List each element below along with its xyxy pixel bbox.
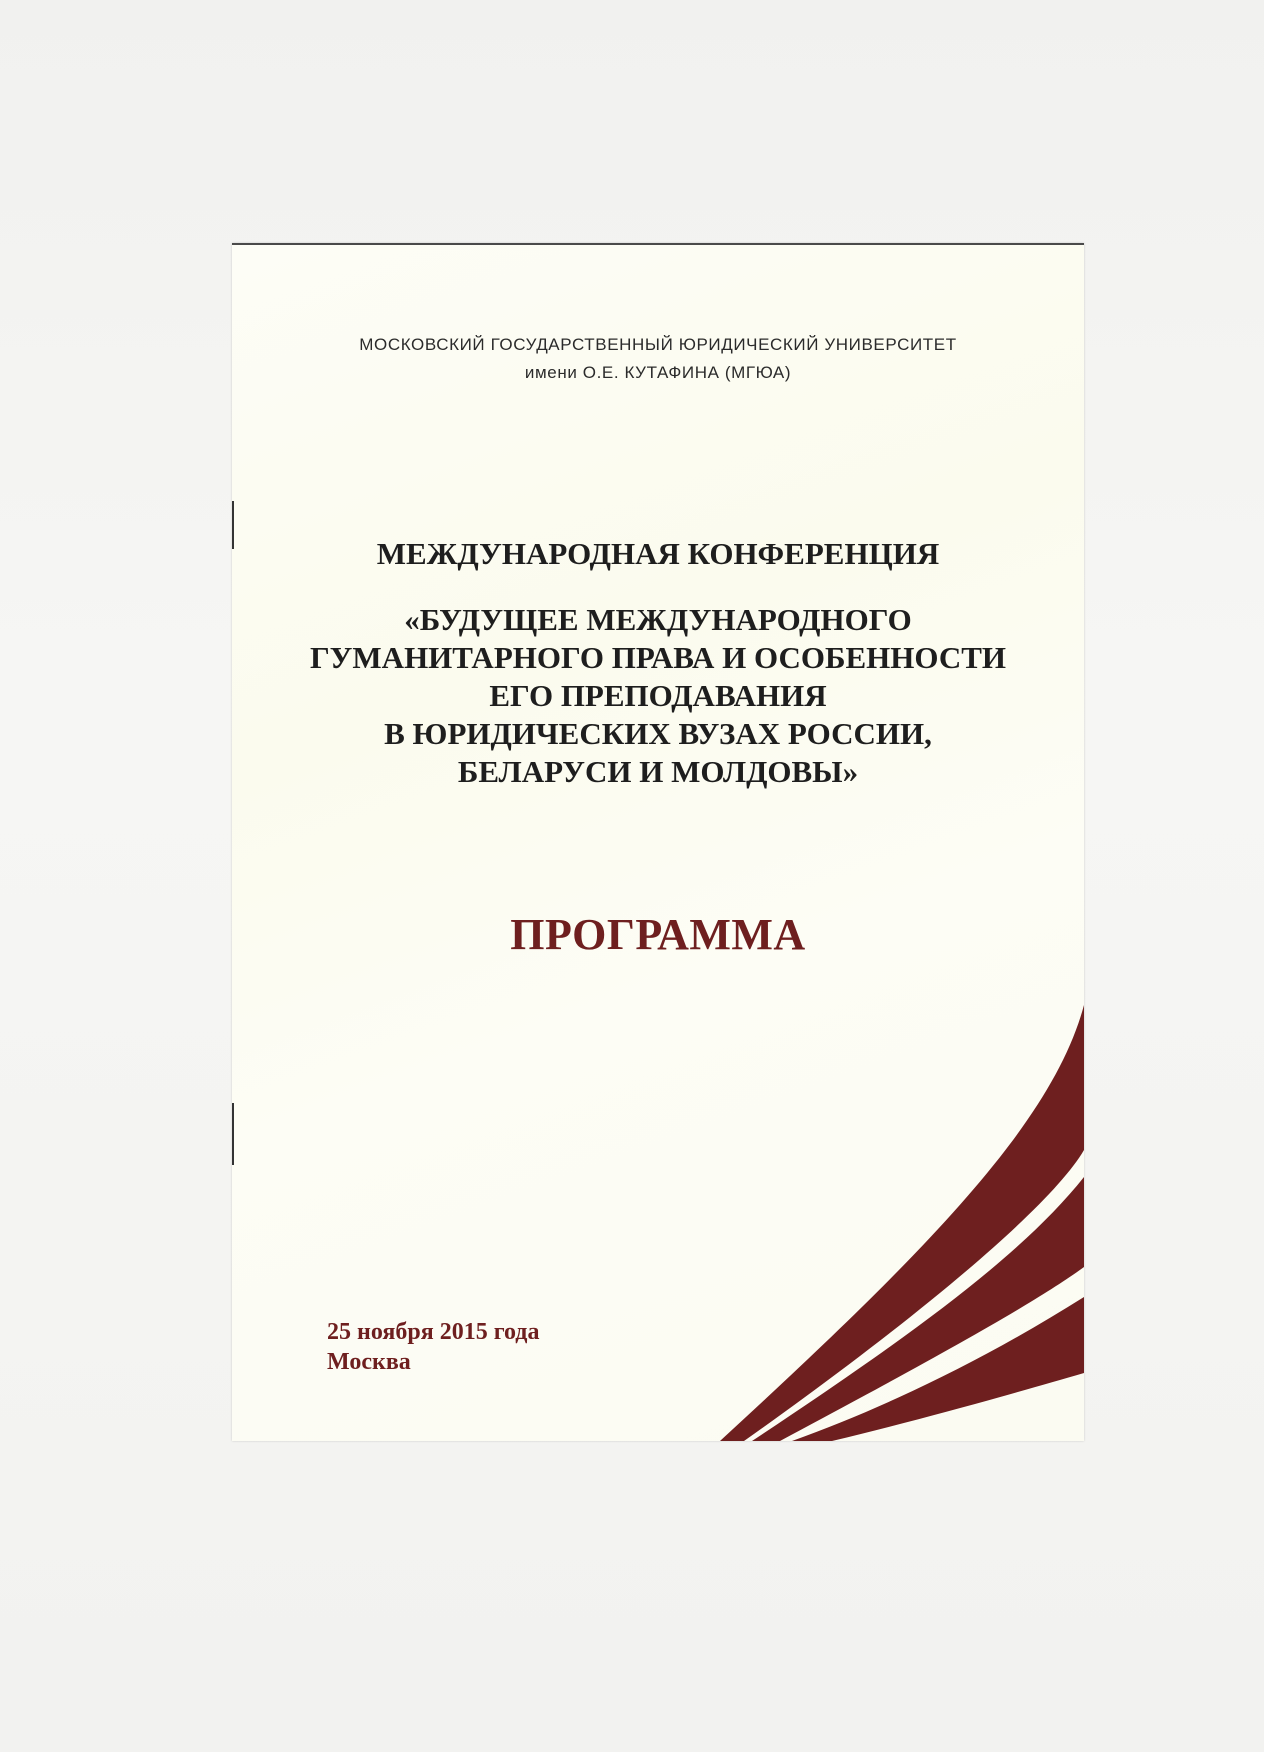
event-date: 25 ноября 2015 года (327, 1319, 540, 1345)
conference-title-line: «БУДУЩЕЕ МЕЖДУНАРОДНОГО (404, 602, 912, 637)
conference-title-line: В ЮРИДИЧЕСКИХ ВУЗАХ РОССИИ, (384, 716, 932, 751)
university-name: МОСКОВСКИЙ ГОСУДАРСТВЕННЫЙ ЮРИДИЧЕСКИЙ УНИВЕРСИТЕТ (359, 335, 957, 354)
conference-title-line: ЕГО ПРЕПОДАВАНИЯ (489, 678, 827, 713)
event-city: Москва (327, 1349, 411, 1375)
program-heading: ПРОГРАММА (510, 910, 806, 959)
decorative-swoosh-graphic (232, 245, 1084, 1441)
conference-title-line: БЕЛАРУСИ И МОЛДОВЫ» (457, 754, 859, 789)
conference-title-line: ГУМАНИТАРНОГО ПРАВА И ОСОБЕННОСТИ (309, 640, 1007, 675)
booklet-cover (232, 243, 1084, 1441)
conference-label: МЕЖДУНАРОДНАЯ КОНФЕРЕНЦИЯ (376, 536, 940, 571)
university-subtitle: имени О.Е. КУТАФИНА (МГЮА) (524, 363, 792, 382)
